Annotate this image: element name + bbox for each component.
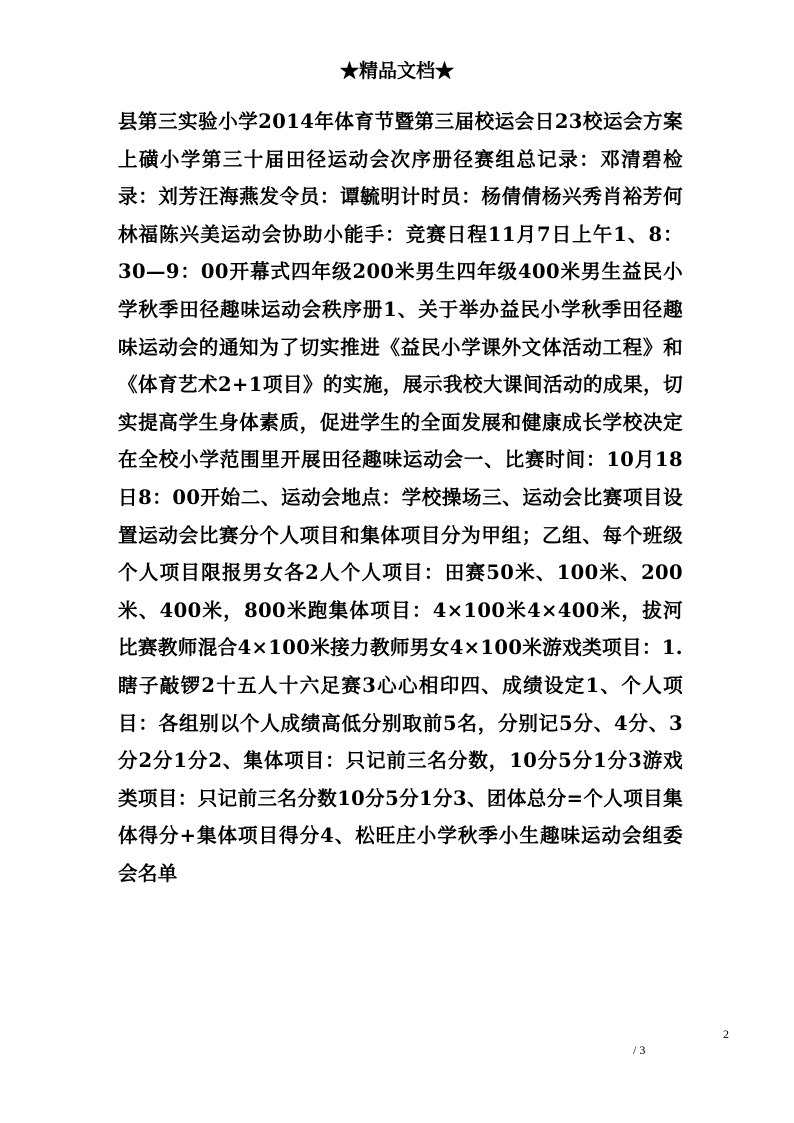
page-number: 2 — [723, 1027, 729, 1041]
page-total: / 3 — [633, 1043, 646, 1057]
document-body-text: 县第三实验小学2014年体育节暨第三届校运会日23校运会方案上磺小学第三十届田径运动会次序册径赛组总记录：邓清碧检录：刘芳汪海燕发令员：谭毓明计时员：杨倩倩杨兴秀肖裕芳何林福陈兴美运动会协助小能手：竞赛日程11月7日上午1、8：30—9：00开幕式四年级200米男生四年级400米男生益民小学秋季田径趣味运动会秩序册1、关于举办益民小学秋季田径趣味运动会的通知为了切实推进《益民小学课外文体活动工程》和《体育艺术2+1项目》的实施，展示我校大课间活动的成果，切实提高学生身体素质，促进学生的全面发展和健康成长学校决定在全校小学范围里开展田径趣味运动会一、比赛时间：10月18日8：00开始二、运动会地点：学校操场三、运动会比赛项目设置运动会比赛分个人项目和集体项目分为甲组；乙组、每个班级个人项目限报男女各2人个人项目：田赛50米、100米、200米、400米，800米跑集体项目：4×100米4×400米，拔河比赛教师混合4×100米接力教师男女4×100米游戏类项目：1.瞎子敲锣2十五人十六足赛3心心相印四、成绩设定1、个人项目：各组别以个人成绩高低分别取前5名，分别记5分、4分、3分2分1分2、集体项目：只记前三名分数，10分5分1分3游戏类项目：只记前三名分数10分5分1分3、团体总分=个人项目集体得分+集体项目得分4、松旺庄小学秋季小生趣味运动会组委会名单 — [118, 110, 683, 885]
document-header: ★精品文档★ — [339, 60, 454, 82]
